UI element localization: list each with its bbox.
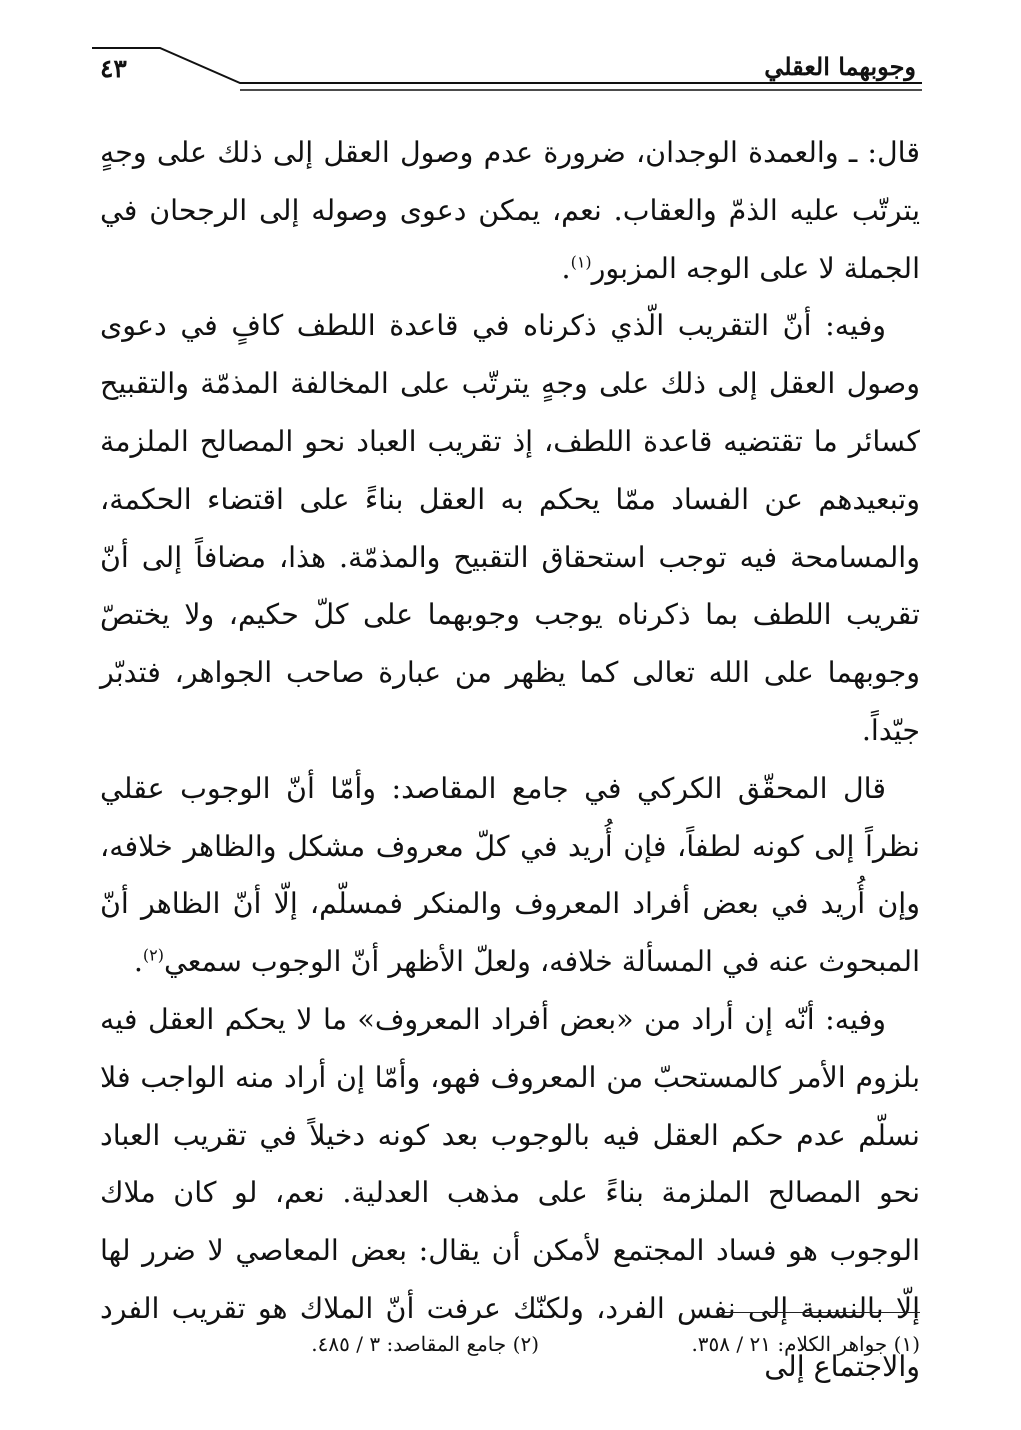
page-number: ٤٣ [100, 54, 127, 83]
paragraph-1-text: قال: ـ والعمدة الوجدان، ضرورة عدم وصول العقل إلى ذلك على وجهٍ يترتّب عليه الذمّ والعقاب. نعم، يمكن دعوى وصوله إلى الرجحان في الجملة لا على الوجه المزبور [100, 136, 920, 285]
body-text [100, 124, 920, 1396]
paragraph-2-text: وفيه: أنّ التقريب الّذي ذكرناه في قاعدة اللطف كافٍ في دعوى وصول العقل إلى ذلك على وجهٍ يترتّب على المخالفة المذمّة والتقبيح كسائر ما تقتضيه قاعدة اللطف، إذ تقريب العباد نحو المصالح الملزمة وتبعيدهم عن الفساد ممّا يحكم به العقل بناءً على اقتضاء الحكمة، والمسامحة فيه توجب استحقاق التقبيح والمذمّة. هذا، مضافاً إلى أنّ تقريب اللطف بما ذكرناه يوجب وجوبهما على كلّ حكيم، ولا يختصّ وجوبهما على الله تعالى كما يظهر من عبارة صاحب الجواهر، فتدبّر جيّداً. [100, 309, 920, 747]
footnote-mark-2: (٢) [142, 945, 164, 965]
footnote-separator [720, 1312, 920, 1313]
paragraph-1 [100, 124, 920, 297]
paragraph-3-tail: . [133, 945, 143, 979]
page-header [92, 36, 922, 96]
paragraph-1-tail: . [561, 251, 571, 285]
footnote-1: (١) جواهر الكلام: ٢١ / ٣٥٨. [691, 1332, 920, 1356]
footnote-mark-1: (١) [570, 252, 592, 272]
paragraph-3-text: قال المحقّق الكركي في جامع المقاصد: وأمّا أنّ الوجوب عقلي نظراً إلى كونه لطفاً، فإن أُريد في كلّ معروف مشكل والظاهر خلافه، وإن أُريد في بعض أفراد المعروف والمنكر فمسلّم، إلّا أنّ الظاهر أنّ المبحوث عنه في المسألة خلافه، ولعلّ الأظهر أنّ الوجوب سمعي [100, 771, 920, 979]
running-title: وجوبهما العقلي [764, 52, 916, 81]
footnote-2: (٢) جامع المقاصد: ٣ / ٤٨٥. [311, 1332, 539, 1356]
paragraph-4-text: وفيه: أنّه إن أراد من «بعض أفراد المعروف» ما لا يحكم العقل فيه بلزوم الأمر كالمستحبّ من المعروف فهو، وأمّا إن أراد منه الواجب فلا نسلّم عدم حكم العقل فيه بالوجوب بعد كونه دخيلاً في تقريب العباد نحو المصالح الملزمة بناءً على مذهب العدلية. نعم، لو كان ملاك الوجوب هو فساد المجتمع لأمكن أن يقال: بعض المعاصي لا ضرر لها إلّا بالنسبة إلى نفس الفرد، ولكنّك عرفت أنّ الملاك هو تقريب الفرد والاجتماع إلى [100, 1002, 920, 1383]
paragraph-2 [100, 297, 920, 759]
paragraph-3 [100, 760, 920, 991]
